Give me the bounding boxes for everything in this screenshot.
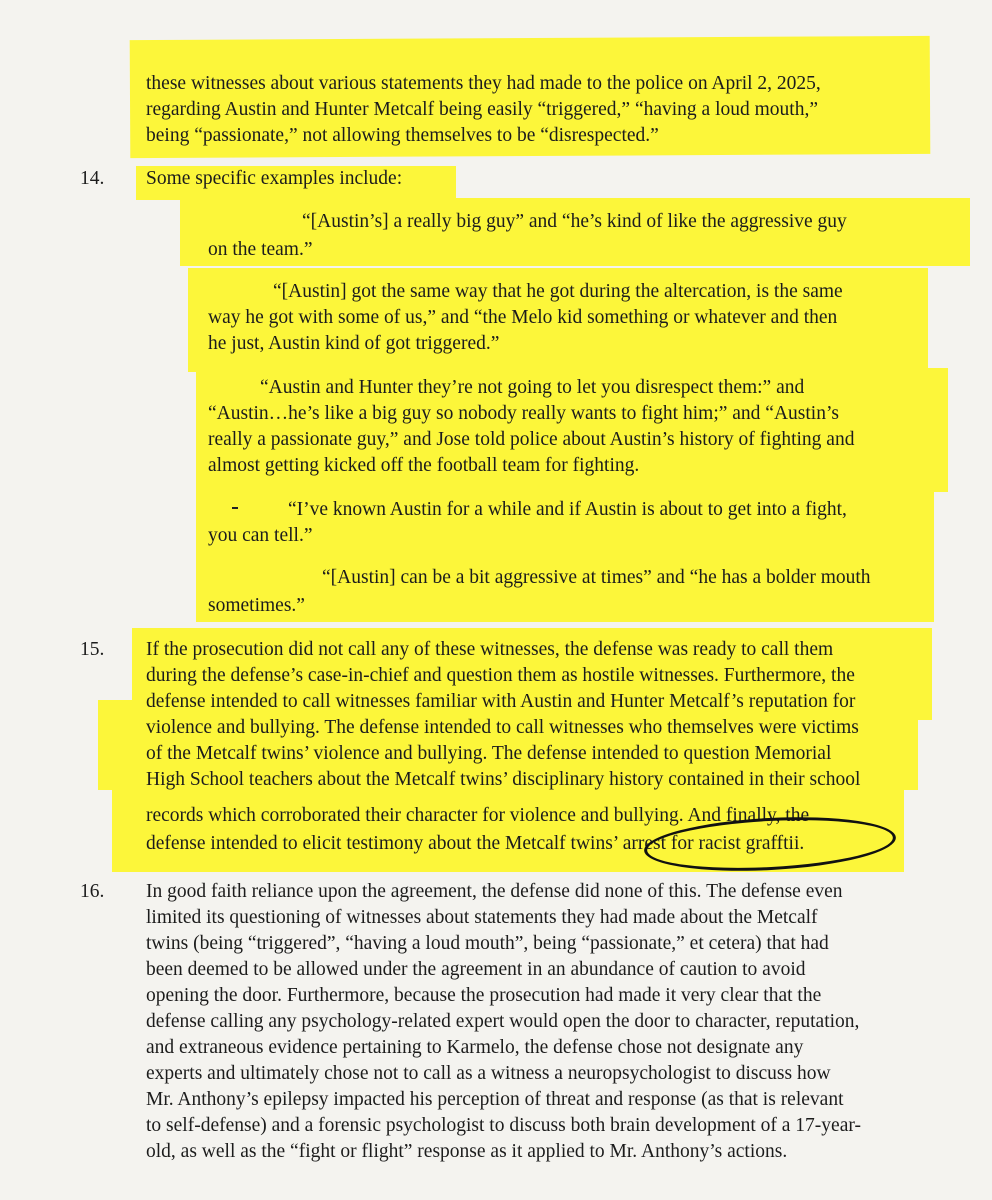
quote-line: on the team.” — [208, 239, 313, 260]
paragraph-16-line: opening the door. Furthermore, because the prosecution had made it very clear that the — [146, 985, 822, 1006]
paragraph-15-line: during the defense’s case-in-chief and question them as hostile witnesses. Furthermore, the — [146, 665, 855, 686]
paragraph-16-line: defense calling any psychology-related expert would open the door to character, reputation, — [146, 1011, 860, 1032]
quote-line: you can tell.” — [208, 525, 313, 546]
quote-line: “[Austin] can be a bit aggressive at times” and “he has a bolder mouth — [322, 567, 871, 588]
paragraph-16-line: twins (being “triggered”, “having a loud mouth”, being “passionate,” et cetera) that had — [146, 933, 829, 954]
quote-line: “I’ve known Austin for a while and if Austin is about to get into a fight, — [288, 499, 847, 520]
ink-mark — [232, 507, 238, 509]
paragraph-15-line: of the Metcalf twins’ violence and bullying. The defense intended to question Memorial — [146, 743, 832, 764]
paragraph-16-line: old, as well as the “fight or flight” response as it applied to Mr. Anthony’s actions. — [146, 1141, 788, 1162]
quote-line: he just, Austin kind of got triggered.” — [208, 333, 500, 354]
intro-line: these witnesses about various statements they had made to the police on April 2, 2025, — [146, 73, 821, 94]
quote-line: “Austin…he’s like a big guy so nobody really wants to fight him;” and “Austin’s — [208, 403, 839, 424]
quote-line: almost getting kicked off the football team for fighting. — [208, 455, 640, 476]
quote-line: “Austin and Hunter they’re not going to let you disrespect them:” and — [260, 377, 805, 398]
paragraph-15-line: violence and bullying. The defense intended to call witnesses who themselves were victims — [146, 717, 859, 738]
paragraph-15-line: High School teachers about the Metcalf twins’ disciplinary history contained in their school — [146, 769, 861, 790]
quote-line: “[Austin] got the same way that he got during the altercation, is the same — [273, 281, 843, 302]
paragraph-number-15: 15. — [80, 639, 105, 660]
quote-line: sometimes.” — [208, 595, 305, 616]
paragraph-14-heading: Some specific examples include: — [146, 168, 403, 189]
paragraph-16-line: In good faith reliance upon the agreement, the defense did none of this. The defense even — [146, 881, 843, 902]
paragraph-16-line: Mr. Anthony’s epilepsy impacted his perception of threat and response (as that is relevant — [146, 1089, 844, 1110]
paragraph-16-line: experts and ultimately chose not to call as a witness a neuropsychologist to discuss how — [146, 1063, 831, 1084]
paragraph-number-14: 14. — [80, 168, 105, 189]
paragraph-16-line: been deemed to be allowed under the agreement in an abundance of caution to avoid — [146, 959, 806, 980]
intro-line: regarding Austin and Hunter Metcalf being easily “triggered,” “having a loud mouth,” — [146, 99, 818, 120]
quote-line: “[Austin’s] a really big guy” and “he’s kind of like the aggressive guy — [302, 211, 847, 232]
quote-line: way he got with some of us,” and “the Melo kid something or whatever and then — [208, 307, 838, 328]
quote-line: really a passionate guy,” and Jose told police about Austin’s history of fighting and — [208, 429, 855, 450]
paragraph-16-line: and extraneous evidence pertaining to Karmelo, the defense chose not designate any — [146, 1037, 804, 1058]
paragraph-15-line: If the prosecution did not call any of these witnesses, the defense was ready to call them — [146, 639, 834, 660]
paragraph-16-line: limited its questioning of witnesses about statements they had made about the Metcalf — [146, 907, 818, 928]
paragraph-16-line: to self-defense) and a forensic psychologist to discuss both brain development of a 17-year- — [146, 1115, 861, 1136]
paragraph-15-line: records which corroborated their character for violence and bullying. And finally, the — [146, 805, 810, 826]
paragraph-15-line: defense intended to call witnesses familiar with Austin and Hunter Metcalf’s reputation for — [146, 691, 856, 712]
paragraph-number-16: 16. — [80, 881, 105, 902]
paragraph-15-line: defense intended to elicit testimony about the Metcalf twins’ arrest for racist grafftii. — [146, 833, 805, 854]
intro-line: being “passionate,” not allowing themselves to be “disrespected.” — [146, 125, 659, 146]
